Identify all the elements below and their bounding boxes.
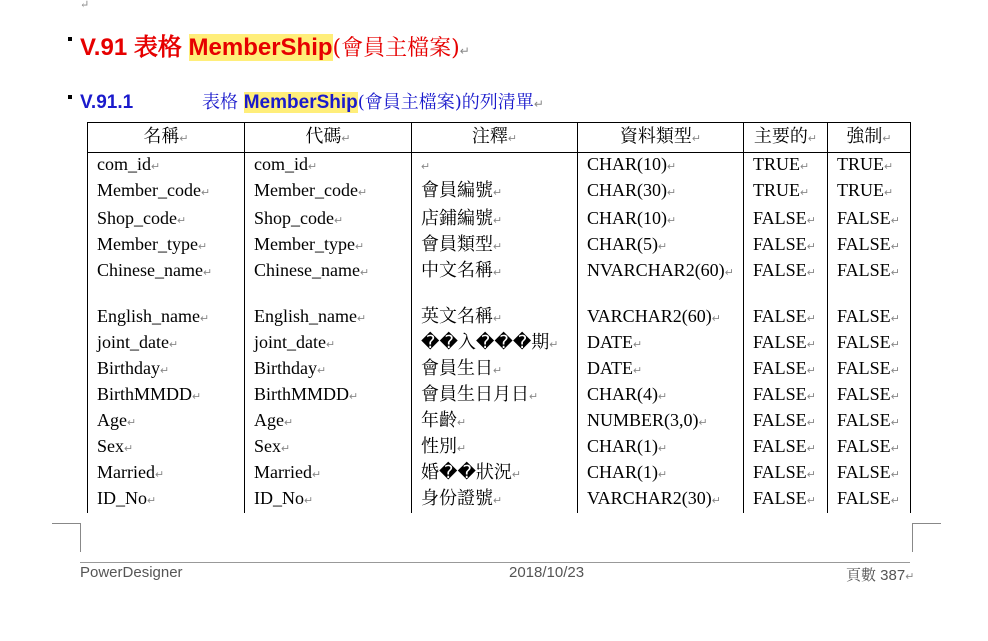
subsection-heading xyxy=(68,88,544,119)
column-header xyxy=(88,123,245,153)
subsection-heading-table-name: MemberShip xyxy=(243,92,358,113)
cell-text: ��入���期 xyxy=(421,332,550,352)
cell-text: VARCHAR2(60) xyxy=(587,306,712,326)
column-header xyxy=(245,123,412,153)
cell-mark: ↵ xyxy=(884,187,894,199)
section-heading-table-name: MemberShip xyxy=(188,34,333,61)
cell-mark: ↵ xyxy=(281,443,291,455)
table-header-row xyxy=(88,123,911,153)
cell-code xyxy=(245,461,412,487)
column-header-label: 主要的 xyxy=(753,126,808,146)
cell-name xyxy=(88,435,245,461)
cell-mark: ↵ xyxy=(341,133,351,145)
cell-code xyxy=(245,487,412,513)
cell-text: DATE xyxy=(587,332,633,352)
cell-name xyxy=(88,233,245,259)
cell-text: Age xyxy=(97,410,127,430)
cell-name xyxy=(88,259,245,305)
cell-mark: ↵ xyxy=(806,417,816,429)
cell-mark: ↵ xyxy=(711,313,721,325)
cell-primary xyxy=(744,305,828,331)
cell-text: Birthday xyxy=(97,358,160,378)
cell-text: Member_code xyxy=(97,180,201,200)
cell-mark: ↵ xyxy=(890,469,900,481)
cell-mandatory xyxy=(828,461,911,487)
cell-text: CHAR(10) xyxy=(587,154,667,174)
cell-text: Shop_code xyxy=(97,208,177,228)
cell-text: 店鋪編號 xyxy=(421,208,493,228)
cell-mark: ↵ xyxy=(154,469,165,481)
cell-comment xyxy=(412,461,578,487)
cell-mandatory xyxy=(828,487,911,513)
cell-mark: ↵ xyxy=(311,469,322,481)
cell-mark: ↵ xyxy=(667,187,677,199)
cell-text: 身份證號 xyxy=(421,488,493,508)
cell-text: ID_No xyxy=(254,488,304,508)
cell-mark: ↵ xyxy=(890,495,900,507)
cell-comment xyxy=(412,233,578,259)
cell-text: FALSE xyxy=(837,384,891,404)
cell-text: 會員生日月日 xyxy=(421,384,529,404)
cell-comment xyxy=(412,331,578,357)
cell-text: Sex xyxy=(97,436,124,456)
column-header-label: 資料類型 xyxy=(619,126,692,146)
cell-comment xyxy=(412,305,578,331)
cell-primary xyxy=(744,233,828,259)
cell-mark: ↵ xyxy=(807,133,818,145)
cell-comment xyxy=(412,179,578,207)
cell-data-type xyxy=(578,461,744,487)
column-header-label: 代碼 xyxy=(305,126,342,146)
cell-text: 性別 xyxy=(421,436,457,456)
cell-data-type xyxy=(578,305,744,331)
cell-mark: ↵ xyxy=(724,267,734,279)
cell-text: FALSE xyxy=(753,436,807,456)
cell-mark: ↵ xyxy=(511,469,522,481)
section-heading xyxy=(68,30,470,69)
cell-text: CHAR(30) xyxy=(587,180,667,200)
cell-text: 英文名稱 xyxy=(421,306,493,326)
cell-primary xyxy=(744,383,828,409)
cell-text: TRUE xyxy=(837,154,884,174)
cell-mark: ↵ xyxy=(711,495,721,507)
cell-data-type xyxy=(578,435,744,461)
cell-primary xyxy=(744,487,828,513)
cell-mark: ↵ xyxy=(890,365,900,377)
cell-mark: ↵ xyxy=(177,215,187,227)
cell-mark: ↵ xyxy=(200,187,211,199)
cell-mandatory xyxy=(828,305,911,331)
cell-comment xyxy=(412,409,578,435)
cell-mandatory xyxy=(828,331,911,357)
cell-primary xyxy=(744,409,828,435)
cell-mark: ↵ xyxy=(549,339,559,351)
paragraph-mark: ↵ xyxy=(80,0,90,11)
cell-mark: ↵ xyxy=(890,215,900,227)
cell-primary xyxy=(744,331,828,357)
section-heading-suffix: (會員主檔案) xyxy=(332,36,460,61)
cell-data-type xyxy=(578,331,744,357)
cell-text: FALSE xyxy=(837,410,891,430)
cell-mark: ↵ xyxy=(890,391,900,403)
table-row xyxy=(88,207,911,233)
cell-mark: ↵ xyxy=(493,215,503,227)
column-header xyxy=(412,123,578,153)
cell-comment xyxy=(412,259,578,305)
cell-code xyxy=(245,331,412,357)
cell-mandatory xyxy=(828,259,911,305)
cell-mark: ↵ xyxy=(890,417,900,429)
cell-primary xyxy=(744,435,828,461)
cell-mark: ↵ xyxy=(192,391,202,403)
cell-text: Member_type xyxy=(254,234,355,254)
cell-data-type xyxy=(578,409,744,435)
cell-text: FALSE xyxy=(753,358,807,378)
cell-mark: ↵ xyxy=(284,417,294,429)
cell-mark: ↵ xyxy=(304,495,314,507)
cell-text: Shop_code xyxy=(254,208,334,228)
cell-text: FALSE xyxy=(753,208,807,228)
cell-text: TRUE xyxy=(753,154,800,174)
cell-comment xyxy=(412,435,578,461)
cell-mark: ↵ xyxy=(357,187,368,199)
cell-mark: ↵ xyxy=(124,443,134,455)
cell-text: Member_code xyxy=(254,180,358,200)
cell-mark: ↵ xyxy=(349,391,359,403)
cell-mark: ↵ xyxy=(667,215,677,227)
column-list-table xyxy=(87,122,911,513)
cell-mark: ↵ xyxy=(493,313,503,325)
cell-data-type xyxy=(578,153,744,180)
cell-mark: ↵ xyxy=(317,365,327,377)
cell-text: CHAR(10) xyxy=(587,208,667,228)
cell-mark: ↵ xyxy=(806,365,816,377)
cell-comment xyxy=(412,487,578,513)
table-row xyxy=(88,179,911,207)
section-heading-prefix: V.91 表格 xyxy=(80,34,189,61)
cell-primary xyxy=(744,259,828,305)
paragraph-mark: ↵ xyxy=(533,97,544,111)
cell-text: 年齡 xyxy=(421,410,457,430)
cell-mark: ↵ xyxy=(882,133,892,145)
cell-text: FALSE xyxy=(837,260,891,280)
cell-mark: ↵ xyxy=(658,241,668,253)
cell-text: DATE xyxy=(587,358,633,378)
cell-mark: ↵ xyxy=(890,443,900,455)
cell-mark: ↵ xyxy=(493,267,503,279)
cell-text: 中文名稱 xyxy=(421,260,493,280)
cell-mark: ↵ xyxy=(658,443,668,455)
column-header-label: 名稱 xyxy=(143,126,180,146)
cell-mark: ↵ xyxy=(457,443,467,455)
cell-mark: ↵ xyxy=(197,241,208,253)
cell-text: BirthMMDD xyxy=(254,384,350,404)
cell-text: FALSE xyxy=(753,384,807,404)
cell-data-type xyxy=(578,259,744,305)
cell-text: English_name xyxy=(97,306,200,326)
cell-mark: ↵ xyxy=(806,469,816,481)
cell-data-type xyxy=(578,179,744,207)
cell-mark: ↵ xyxy=(806,339,816,351)
cell-text: FALSE xyxy=(837,208,891,228)
cell-mark: ↵ xyxy=(884,161,894,173)
cell-mark: ↵ xyxy=(890,241,900,253)
cell-text: Chinese_name xyxy=(97,260,203,280)
cell-mandatory xyxy=(828,179,911,207)
cell-code xyxy=(245,179,412,207)
cell-data-type xyxy=(578,357,744,383)
cell-primary xyxy=(744,357,828,383)
cell-data-type xyxy=(578,207,744,233)
cell-text: 會員編號 xyxy=(421,180,493,200)
cell-text: CHAR(1) xyxy=(587,462,658,482)
table-row xyxy=(88,487,911,513)
cell-comment xyxy=(412,153,578,180)
cell-code xyxy=(245,357,412,383)
footer-app-name: PowerDesigner xyxy=(80,564,183,581)
cell-mark: ↵ xyxy=(457,417,467,429)
table-row xyxy=(88,383,911,409)
cell-mark: ↵ xyxy=(127,417,137,429)
cell-mark: ↵ xyxy=(529,391,539,403)
cell-comment xyxy=(412,383,578,409)
cell-mark: ↵ xyxy=(806,267,816,279)
cell-text: joint_date xyxy=(97,332,169,352)
page-corner-mark-left xyxy=(52,523,81,552)
cell-name xyxy=(88,487,245,513)
cell-mark: ↵ xyxy=(334,215,344,227)
cell-text: com_id xyxy=(254,154,308,174)
cell-code xyxy=(245,233,412,259)
cell-text: FALSE xyxy=(837,436,891,456)
cell-primary xyxy=(744,461,828,487)
cell-code xyxy=(245,259,412,305)
cell-name xyxy=(88,153,245,180)
cell-text: FALSE xyxy=(837,358,891,378)
cell-mark: ↵ xyxy=(493,187,503,199)
cell-mark: ↵ xyxy=(179,133,189,145)
cell-text: Married xyxy=(97,462,155,482)
cell-mark: ↵ xyxy=(806,241,816,253)
footer-rule xyxy=(80,562,910,563)
cell-text: English_name xyxy=(254,306,357,326)
subsection-heading-prefix: 表格 xyxy=(202,92,244,113)
cell-text: FALSE xyxy=(837,488,891,508)
cell-text: TRUE xyxy=(837,180,884,200)
cell-name xyxy=(88,207,245,233)
cell-text: 會員生日 xyxy=(421,358,493,378)
cell-mark: ↵ xyxy=(698,417,708,429)
cell-mark: ↵ xyxy=(202,267,213,279)
cell-text: Married xyxy=(254,462,312,482)
cell-code xyxy=(245,383,412,409)
cell-mandatory xyxy=(828,409,911,435)
cell-text: FALSE xyxy=(753,410,807,430)
cell-code xyxy=(245,153,412,180)
footer-date: 2018/10/23 xyxy=(509,564,585,581)
cell-text: FALSE xyxy=(837,462,891,482)
cell-mark: ↵ xyxy=(890,267,900,279)
cell-text: FALSE xyxy=(753,488,807,508)
cell-mark: ↵ xyxy=(667,161,677,173)
cell-code xyxy=(245,207,412,233)
cell-text: Member_type xyxy=(97,234,198,254)
cell-mark: ↵ xyxy=(168,339,179,351)
page-corner-mark-right xyxy=(912,523,941,552)
cell-comment xyxy=(412,357,578,383)
cell-mark: ↵ xyxy=(806,443,816,455)
cell-primary xyxy=(744,153,828,180)
cell-name xyxy=(88,383,245,409)
table-row xyxy=(88,259,911,305)
cell-mark: ↵ xyxy=(151,161,161,173)
cell-text: TRUE xyxy=(753,180,800,200)
cell-text: FALSE xyxy=(753,234,807,254)
cell-mark: ↵ xyxy=(147,495,157,507)
column-header-label: 強制 xyxy=(846,126,883,146)
cell-name xyxy=(88,357,245,383)
subsection-heading-suffix: (會員主檔案)的列清單 xyxy=(357,92,534,113)
table-row xyxy=(88,305,911,331)
cell-code xyxy=(245,435,412,461)
cell-text: FALSE xyxy=(753,260,807,280)
table-row xyxy=(88,409,911,435)
cell-text: FALSE xyxy=(837,332,891,352)
cell-mark: ↵ xyxy=(493,365,503,377)
cell-text: CHAR(5) xyxy=(587,234,658,254)
cell-primary xyxy=(744,207,828,233)
cell-mark: ↵ xyxy=(806,313,816,325)
cell-mark: ↵ xyxy=(160,365,170,377)
cell-mark: ↵ xyxy=(493,495,503,507)
cell-mark: ↵ xyxy=(806,215,816,227)
cell-mark: ↵ xyxy=(691,133,702,145)
bullet-icon xyxy=(68,95,72,99)
cell-mark: ↵ xyxy=(325,339,336,351)
cell-text: FALSE xyxy=(753,462,807,482)
table-row xyxy=(88,435,911,461)
cell-text: VARCHAR2(30) xyxy=(587,488,712,508)
cell-mandatory xyxy=(828,435,911,461)
table-row xyxy=(88,331,911,357)
cell-name xyxy=(88,461,245,487)
cell-mark: ↵ xyxy=(806,495,816,507)
cell-text: FALSE xyxy=(837,234,891,254)
cell-mark: ↵ xyxy=(308,161,318,173)
cell-mark: ↵ xyxy=(507,133,518,145)
cell-text: BirthMMDD xyxy=(97,384,193,404)
footer-page-number xyxy=(846,564,914,585)
cell-mandatory xyxy=(828,233,911,259)
cell-text: joint_date xyxy=(254,332,326,352)
cell-text: Age xyxy=(254,410,284,430)
cell-data-type xyxy=(578,233,744,259)
table-row xyxy=(88,357,911,383)
cell-mark: ↵ xyxy=(633,339,643,351)
table-row xyxy=(88,233,911,259)
cell-name xyxy=(88,331,245,357)
footer-page-number-text: 頁數 387 xyxy=(846,567,906,584)
cell-mark: ↵ xyxy=(890,339,900,351)
cell-name xyxy=(88,409,245,435)
cell-mark: ↵ xyxy=(658,469,668,481)
cell-mark: ↵ xyxy=(658,391,668,403)
cell-name xyxy=(88,305,245,331)
cell-mark: ↵ xyxy=(199,313,210,325)
subsection-number: V.91.1 xyxy=(80,92,134,113)
cell-code xyxy=(245,409,412,435)
cell-text: FALSE xyxy=(753,332,807,352)
cell-text: FALSE xyxy=(753,306,807,326)
cell-text: NVARCHAR2(60) xyxy=(587,260,725,280)
cell-mark: ↵ xyxy=(354,241,365,253)
cell-text: CHAR(1) xyxy=(587,436,658,456)
cell-text: 婚��狀況 xyxy=(421,462,512,482)
cell-text: Sex xyxy=(254,436,281,456)
cell-data-type xyxy=(578,383,744,409)
cell-text: CHAR(4) xyxy=(587,384,658,404)
column-header xyxy=(578,123,744,153)
cell-text: 會員類型 xyxy=(421,234,493,254)
cell-text: ID_No xyxy=(97,488,147,508)
cell-text: NUMBER(3,0) xyxy=(587,410,699,430)
column-header xyxy=(828,123,911,153)
cell-name xyxy=(88,179,245,207)
cell-text: com_id xyxy=(97,154,151,174)
cell-comment xyxy=(412,207,578,233)
cell-mandatory xyxy=(828,383,911,409)
table-row xyxy=(88,153,911,180)
cell-mandatory xyxy=(828,357,911,383)
cell-code xyxy=(245,305,412,331)
cell-primary xyxy=(744,179,828,207)
paragraph-mark: ↵ xyxy=(905,571,915,583)
cell-mark: ↵ xyxy=(890,313,900,325)
bullet-icon xyxy=(68,37,72,41)
column-header xyxy=(744,123,828,153)
cell-data-type xyxy=(578,487,744,513)
paragraph-mark: ↵ xyxy=(459,44,470,58)
cell-mark: ↵ xyxy=(800,187,810,199)
cell-mark: ↵ xyxy=(633,365,643,377)
cell-mark: ↵ xyxy=(359,267,370,279)
cell-mark: ↵ xyxy=(800,161,810,173)
cell-mark: ↵ xyxy=(806,391,816,403)
cell-mark: ↵ xyxy=(493,241,503,253)
table-row xyxy=(88,461,911,487)
cell-text: FALSE xyxy=(837,306,891,326)
cell-mandatory xyxy=(828,207,911,233)
cell-mandatory xyxy=(828,153,911,180)
column-header-label: 注釋 xyxy=(471,126,508,146)
cell-mark: ↵ xyxy=(421,161,431,173)
cell-mark: ↵ xyxy=(356,313,367,325)
cell-text: Chinese_name xyxy=(254,260,360,280)
cell-text: Birthday xyxy=(254,358,317,378)
